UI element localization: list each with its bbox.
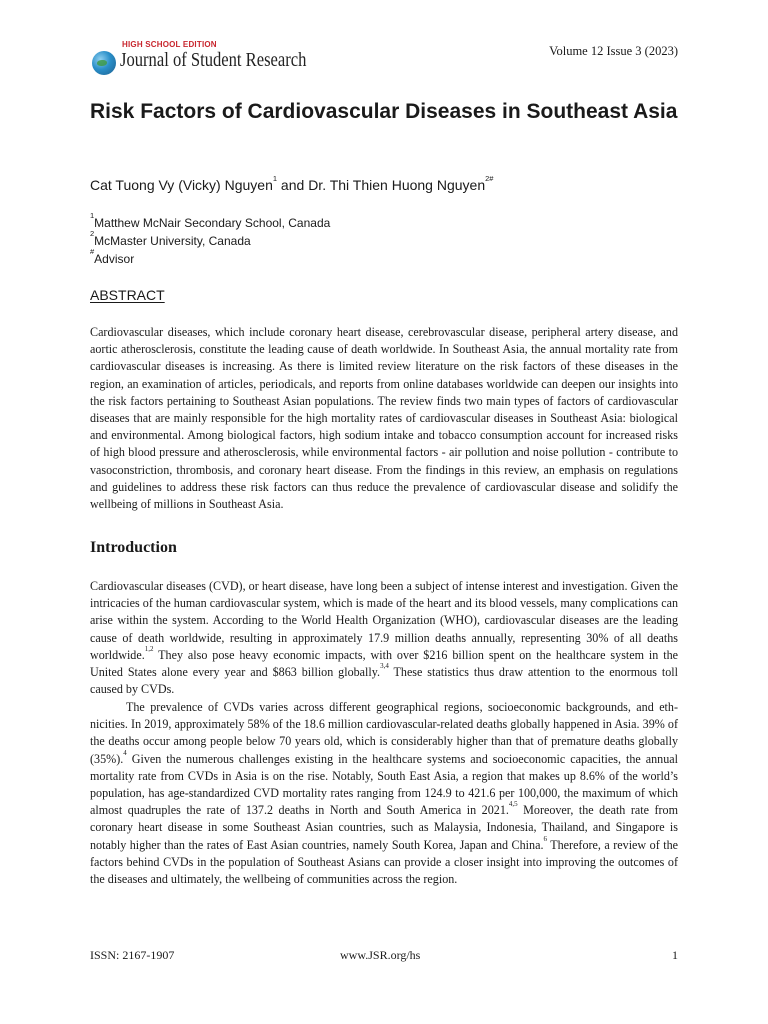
intro-text: They also pose heavy economic impacts, with over $216 billion spent on the healthcare system in the United States alone every year and $863 billion globally. (90, 647, 678, 680)
paper-title: Risk Factors of Cardiovascular Diseases in Southeast Asia (90, 100, 678, 123)
author-joiner: and (277, 177, 309, 193)
intro-paragraph-1 (90, 578, 678, 698)
affiliation-3 (90, 247, 330, 268)
footer-url[interactable]: www.JSR.org/hs (340, 948, 421, 962)
affiliation-text: Matthew McNair Secondary School, Canada (94, 216, 331, 230)
author-2-affil-mark: 2# (485, 174, 494, 183)
citation-ref[interactable]: 4,5 (508, 800, 518, 809)
citation-ref[interactable]: 4 (123, 748, 127, 757)
volume-issue: Volume 12 Issue 3 (2023) (549, 44, 678, 58)
author-line (90, 174, 494, 193)
intro-paragraph-2 (90, 699, 678, 888)
affiliation-mark: 1 (90, 211, 95, 220)
abstract-heading: ABSTRACT (90, 287, 165, 303)
author-1-affil-mark: 1 (272, 174, 278, 183)
footer-issn: ISSN: 2167-1907 (90, 948, 175, 962)
affiliation-text: McMaster University, Canada (94, 234, 251, 248)
journal-name: Journal of Student Research (120, 50, 307, 71)
abstract-text: Cardiovascular diseases, which include coronary heart disease, cerebrovascular disease, peripheral artery disease, and aortic atherosclerosis, constitute the leading cause of death worldwide. In Southeast Asia, the annual mortality rate from cardiovascular diseases is increasing. As there is limited review literature on the risk factors of these diseases in the region, an examination of articles, periodicals, and reports from online databases worldwide can deepen our insights into the risk factors pertaining to Southeast Asian populations. The review finds two main types of factors of cardiovascular diseases that are mainly responsible for the high mortality rates of cardiovascular diseases in Southeast Asia: biological and environmental. Among biological factors, high sodium intake and tobacco consumption account for increased risks of high blood pressure and atherosclerosis, while environmental factors - air pollution and noise pollution - contribute to vasoconstriction, thrombosis, and coronary heart disease. From the findings in this review, an emphasis on regulations and guidelines to address these risk factors can thus reduce the prevalence of cardiovascular disease and solidify the wellbeing of millions in Southeast Asia. (90, 325, 678, 512)
author-2: Dr. Thi Thien Huong Nguyen (308, 177, 486, 193)
page-number: 1 (672, 948, 678, 962)
affiliation-1 (90, 211, 331, 232)
intro-text: Therefore, a review of the factors behind CVDs in the population of Southeast Asians can provide a closer insight into improving the outcomes of the diseases and ultimately, the wellbeing of communities across the region. (90, 837, 678, 887)
edition-label: HIGH SCHOOL EDITION (122, 40, 217, 49)
affiliation-text: Advisor (94, 252, 135, 266)
citation-ref[interactable]: 3,4 (380, 662, 389, 671)
affiliation-mark: 2 (90, 229, 95, 238)
intro-text: Cardiovascular diseases (CVD), or heart disease, have long been a subject of intense interest and investigation. Given the intricacies of the human cardiovascular system, which is made of the heart and its blood vessels, many complications can arise within the system. According to the World Health Organization (WHO), cardiovascular diseases are the leading cause of death worldwide, resulting in approximately 17.9 million deaths annually, representing 30% of all deaths worldwide. (90, 579, 678, 662)
affiliations (90, 211, 331, 268)
affiliation-2 (90, 229, 330, 250)
intro-text: Moreover, the death rate from coronary heart disease in some Southeast Asian countries, such as Malaysia, Indonesia, Thailand, and Singapore is notably higher than the rates of East Asian countries, namely South Korea, Japan and China. (90, 803, 678, 852)
citation-ref[interactable]: 1,2 (144, 644, 154, 653)
intro-text: These statistics thus draw attention to the enormous toll caused by CVDs. (90, 665, 678, 697)
intro-text: Given the numerous challenges existing in the healthcare systems and socioeconomic capacities, the annual mortality rate from CVDs in Asia is on the rise. Notably, South East Asia, a region that makes up 8.6% of the world’s population, has age-standardized CVD mortality rates ranging from 124.9 to 421.6 per 100,000, the maximum of which almost quadruples the rate of 137.2 deaths in North and South America in 2021. (90, 751, 678, 818)
author-1: Cat Tuong Vy (Vicky) Nguyen (90, 177, 273, 193)
citation-ref[interactable]: 6 (543, 834, 547, 843)
globe-icon (92, 51, 116, 75)
introduction-heading: Introduction (90, 539, 177, 556)
affiliation-mark: # (90, 247, 95, 256)
intro-text: The prevalence of CVDs varies across different geographical regions, socioeconomic backgrounds, and ethnicities. In 2019, approximately 58% of the 18.6 million cardiovascular-related deaths globally happened in Asia. 39% of the deaths occur among people below 70 years old, which is considerably higher than that of premature deaths globally (35%). (90, 700, 678, 766)
